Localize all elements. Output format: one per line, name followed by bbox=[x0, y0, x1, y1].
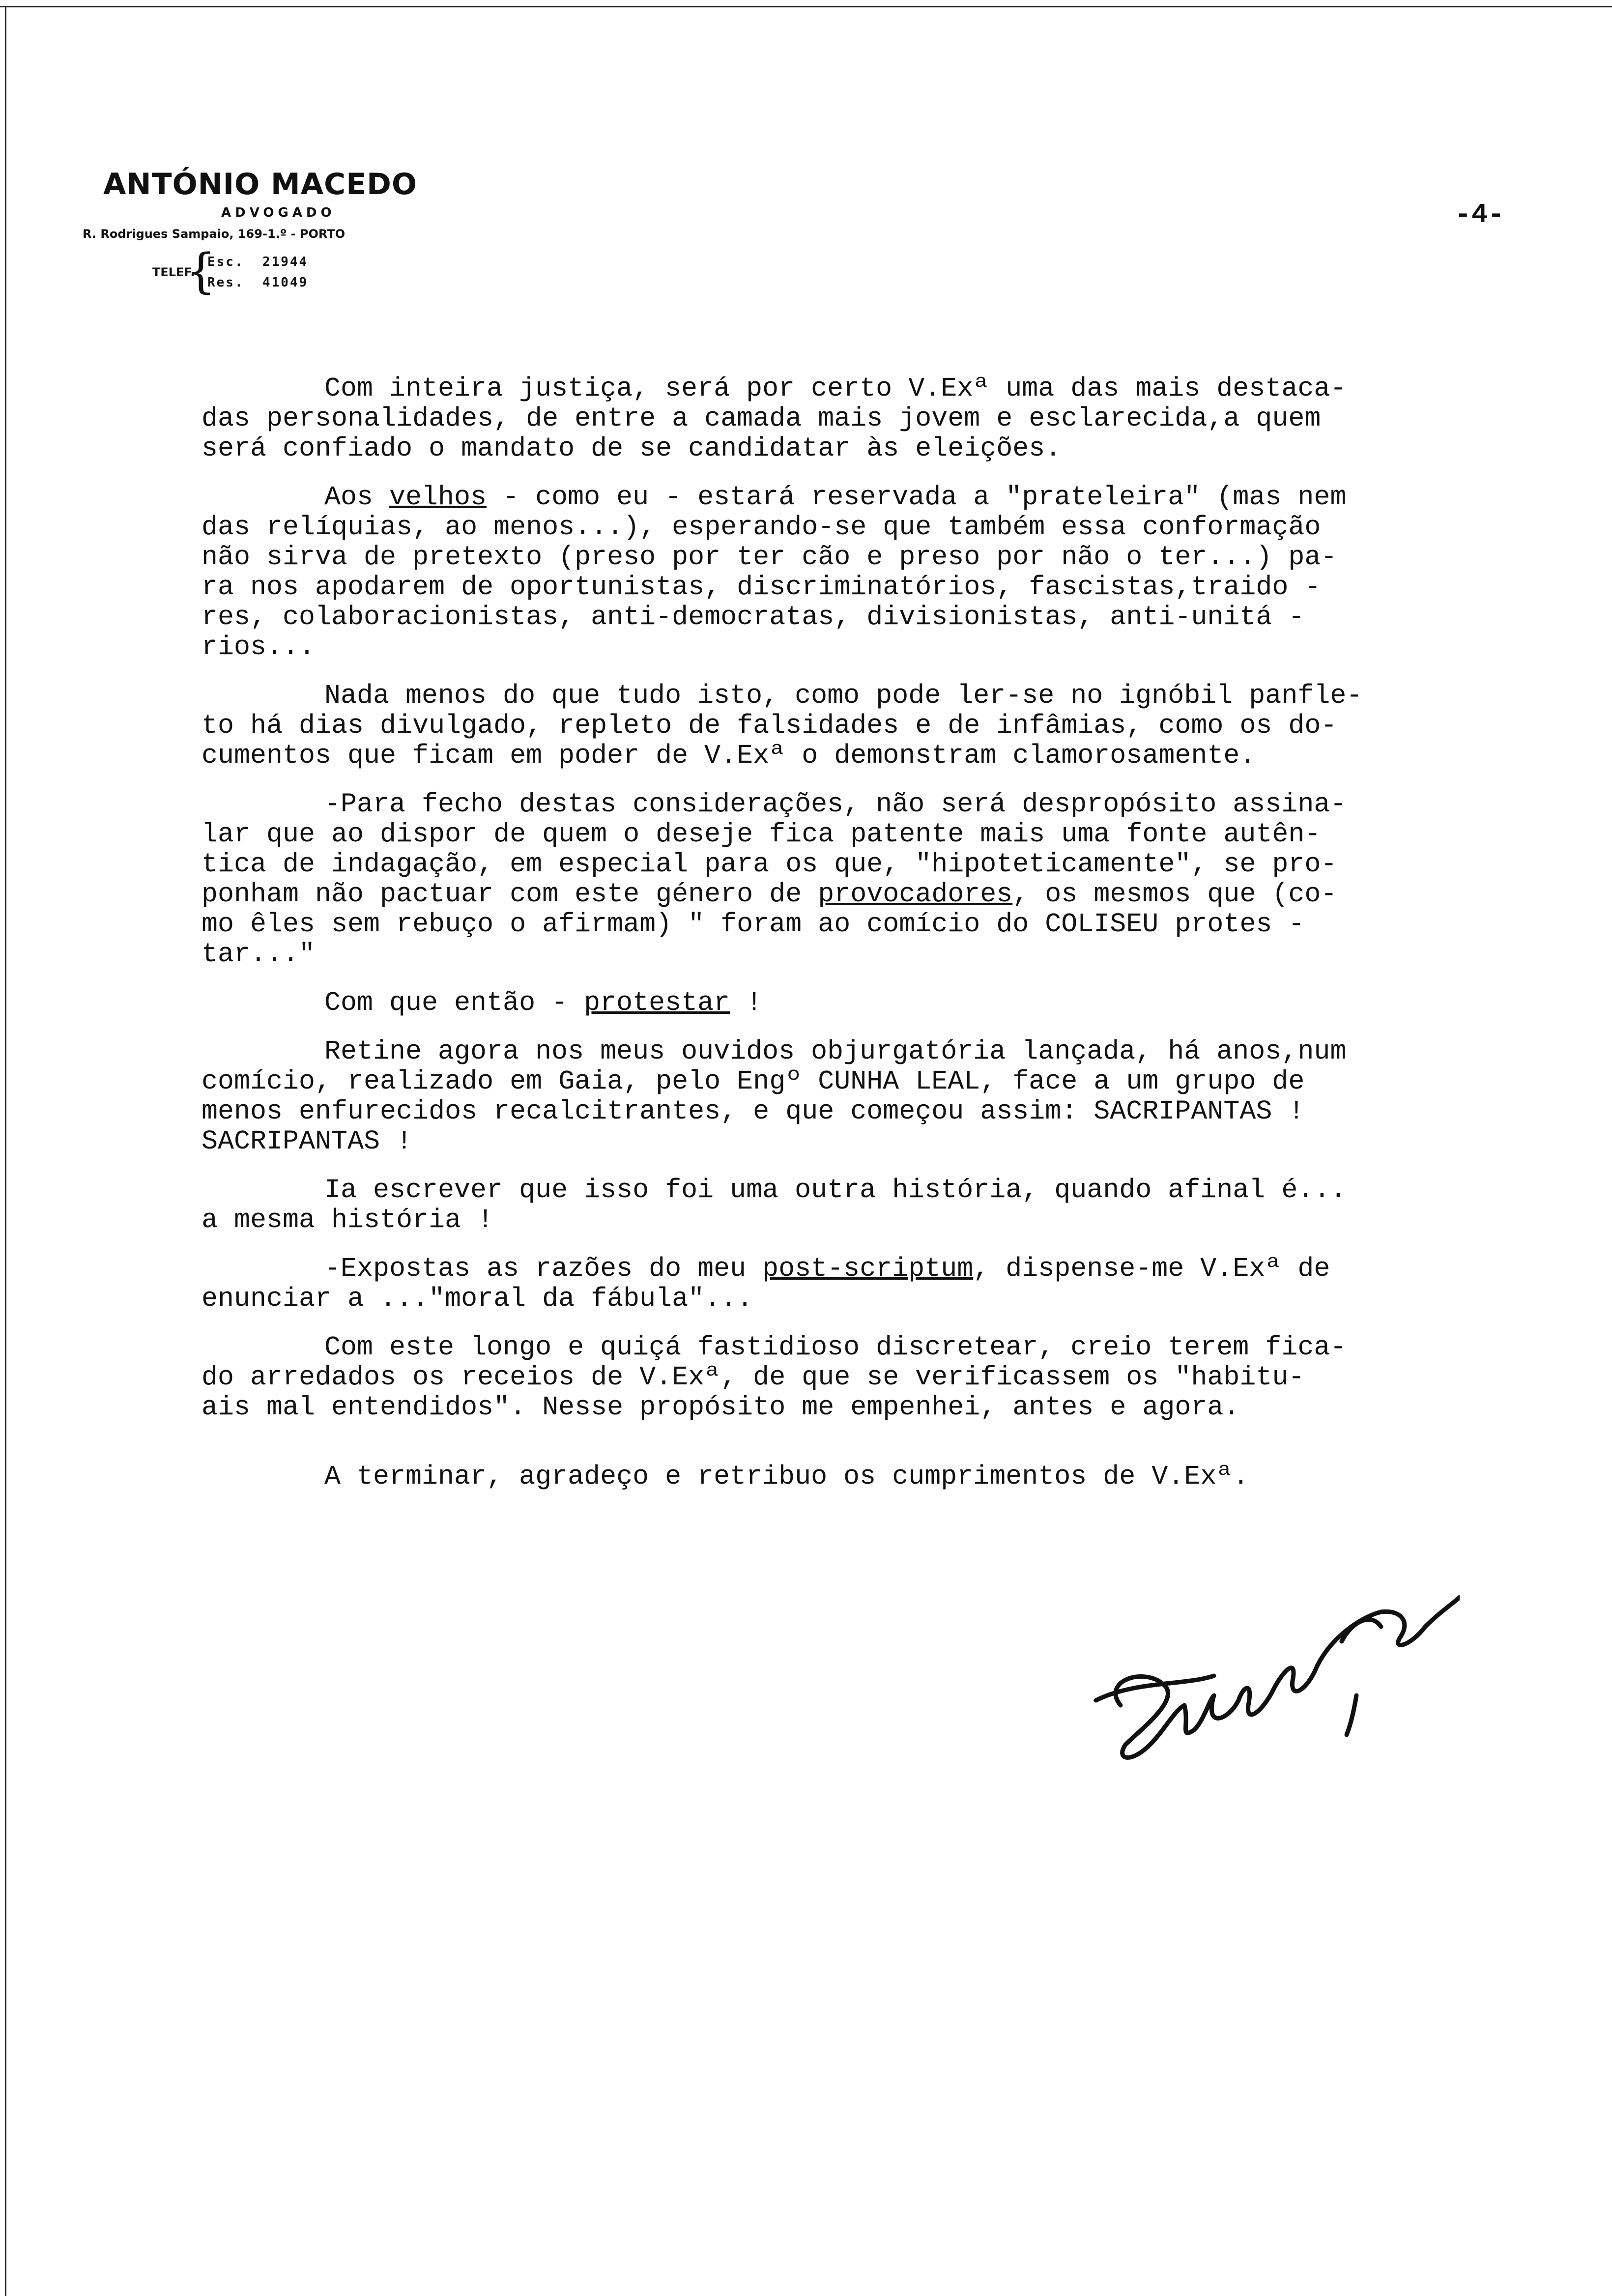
line-text: ra nos apodarem de oportunistas, discriminatórios, fascistas,traido - bbox=[202, 572, 1321, 603]
text-line bbox=[202, 1126, 1612, 1156]
underlined-word: velhos bbox=[389, 482, 487, 513]
text-line bbox=[202, 1254, 1612, 1284]
line-text: mo êles sem rebuço o afirmam) " foram ao comício do COLISEU protes - bbox=[202, 909, 1305, 940]
line-text: ! bbox=[730, 987, 763, 1018]
paragraph bbox=[202, 482, 1612, 662]
page-top-border bbox=[0, 6, 1612, 7]
letterhead-role: ADVOGADO bbox=[221, 205, 336, 220]
line-text: ponham não pactuar com este género de bbox=[202, 879, 818, 910]
line-text: enunciar a ..."moral da fábula"... bbox=[202, 1283, 753, 1314]
line-text: não sirva de pretexto (preso por ter cão e preso por não o ter...) pa- bbox=[202, 542, 1337, 573]
text-line bbox=[202, 1066, 1612, 1096]
text-line bbox=[202, 1175, 1612, 1205]
paragraph bbox=[202, 1462, 1612, 1492]
text-line bbox=[202, 572, 1612, 602]
underlined-word: post-scriptum bbox=[762, 1253, 974, 1284]
line-text: das personalidades, de entre a camada mais jovem e esclarecida,a quem bbox=[202, 403, 1321, 434]
telephone-office: Esc. 21944 bbox=[207, 255, 309, 269]
signature bbox=[1066, 1582, 1460, 1808]
text-line bbox=[202, 681, 1612, 711]
paragraph bbox=[202, 1254, 1612, 1314]
paragraph bbox=[202, 988, 1612, 1018]
line-text: Com que então - bbox=[324, 987, 584, 1018]
text-line bbox=[202, 602, 1612, 632]
line-text: a mesma história ! bbox=[202, 1205, 494, 1235]
paragraph bbox=[202, 681, 1612, 771]
text-line bbox=[202, 988, 1612, 1018]
telephone-home: Res. 41049 bbox=[207, 275, 309, 290]
letterhead-telephone bbox=[79, 244, 452, 299]
telephone-label: TELEF. bbox=[152, 265, 195, 279]
line-text: , dispense-me V.Exª de bbox=[973, 1253, 1330, 1284]
text-line bbox=[202, 482, 1612, 512]
line-text: SACRIPANTAS ! bbox=[202, 1126, 413, 1157]
text-line bbox=[202, 632, 1612, 662]
text-line bbox=[202, 879, 1612, 909]
line-text: A terminar, agradeço e retribuo os cumprimentos de V.Exª. bbox=[324, 1461, 1249, 1492]
text-line bbox=[202, 849, 1612, 879]
line-text: Nada menos do que tudo isto, como pode ler-se no ignóbil panfle- bbox=[324, 680, 1363, 711]
signature-icon bbox=[1066, 1582, 1460, 1808]
text-line bbox=[202, 909, 1612, 939]
line-text: -Para fecho destas considerações, não será despropósito assina- bbox=[324, 789, 1347, 820]
text-line bbox=[202, 1362, 1612, 1392]
line-text: , os mesmos que (co- bbox=[1012, 879, 1337, 910]
page-left-border bbox=[5, 6, 6, 2296]
text-line bbox=[202, 1462, 1612, 1492]
text-line bbox=[202, 789, 1612, 819]
line-text: do arredados os receios de V.Exª, de que se verificassem os "habitu- bbox=[202, 1362, 1305, 1393]
text-line bbox=[202, 1284, 1612, 1314]
text-line bbox=[202, 1036, 1612, 1066]
paragraph bbox=[202, 373, 1612, 463]
text-line bbox=[202, 711, 1612, 741]
letterhead-address: R. Rodrigues Sampaio, 169-1.º - PORTO bbox=[83, 227, 345, 241]
text-line bbox=[202, 1392, 1612, 1422]
line-text: cumentos que ficam em poder de V.Exª o demonstram clamorosamente. bbox=[202, 740, 1256, 771]
text-line bbox=[202, 542, 1612, 572]
page-number: -4- bbox=[1455, 199, 1504, 230]
text-line bbox=[202, 939, 1612, 969]
text-line bbox=[202, 373, 1612, 403]
line-text: Retine agora nos meus ouvidos objurgatória lançada, há anos,num bbox=[324, 1036, 1347, 1067]
letterhead-name: ANTÓNIO MACEDO bbox=[103, 167, 417, 201]
line-text: -Expostas as razões do meu bbox=[324, 1253, 763, 1284]
line-text: Com este longo e quiçá fastidioso discretear, creio terem fica- bbox=[324, 1332, 1347, 1363]
paragraph bbox=[202, 1332, 1612, 1422]
line-text: ais mal entendidos". Nesse propósito me empenhei, antes e agora. bbox=[202, 1392, 1240, 1423]
text-line bbox=[202, 512, 1612, 542]
text-line bbox=[202, 1096, 1612, 1126]
paragraph bbox=[202, 789, 1612, 969]
line-text: - como eu - estará reservada a "prateleira" (mas nem bbox=[487, 482, 1347, 513]
text-line bbox=[202, 1332, 1612, 1362]
text-line bbox=[202, 741, 1612, 771]
brace-icon: { bbox=[186, 244, 216, 299]
text-line bbox=[202, 819, 1612, 849]
underlined-word: protestar bbox=[584, 987, 730, 1018]
line-text: res, colaboracionistas, anti-democratas, divisionistas, anti-unitá - bbox=[202, 602, 1305, 632]
text-line bbox=[202, 433, 1612, 463]
line-text: Aos bbox=[324, 482, 390, 513]
line-text: será confiado o mandato de se candidatar às eleições. bbox=[202, 433, 1062, 464]
text-line bbox=[202, 403, 1612, 433]
line-text: menos enfurecidos recalcitrantes, e que começou assim: SACRIPANTAS ! bbox=[202, 1096, 1305, 1127]
underlined-word: provocadores bbox=[818, 879, 1013, 910]
line-text: comício, realizado em Gaia, pelo Engº CUNHA LEAL, face a um grupo de bbox=[202, 1066, 1305, 1097]
line-text: rios... bbox=[202, 631, 316, 662]
paragraph bbox=[202, 1175, 1612, 1235]
letter-body bbox=[202, 373, 1612, 1510]
line-text: Com inteira justiça, será por certo V.Exª uma das mais destaca- bbox=[324, 373, 1347, 404]
line-text: Ia escrever que isso foi uma outra história, quando afinal é... bbox=[324, 1175, 1347, 1205]
line-text: lar que ao dispor de quem o deseje fica patente mais uma fonte autên- bbox=[202, 819, 1321, 850]
line-text: tar..." bbox=[202, 939, 316, 970]
line-text: das relíquias, ao menos...), esperando-se que também essa conformação bbox=[202, 512, 1321, 543]
paragraph bbox=[202, 1036, 1612, 1156]
line-text: to há dias divulgado, repleto de falsidades e de infâmias, como os do- bbox=[202, 710, 1337, 741]
text-line bbox=[202, 1205, 1612, 1235]
line-text: tica de indagação, em especial para os que, "hipoteticamente", se pro- bbox=[202, 849, 1337, 880]
letterhead bbox=[79, 167, 452, 299]
